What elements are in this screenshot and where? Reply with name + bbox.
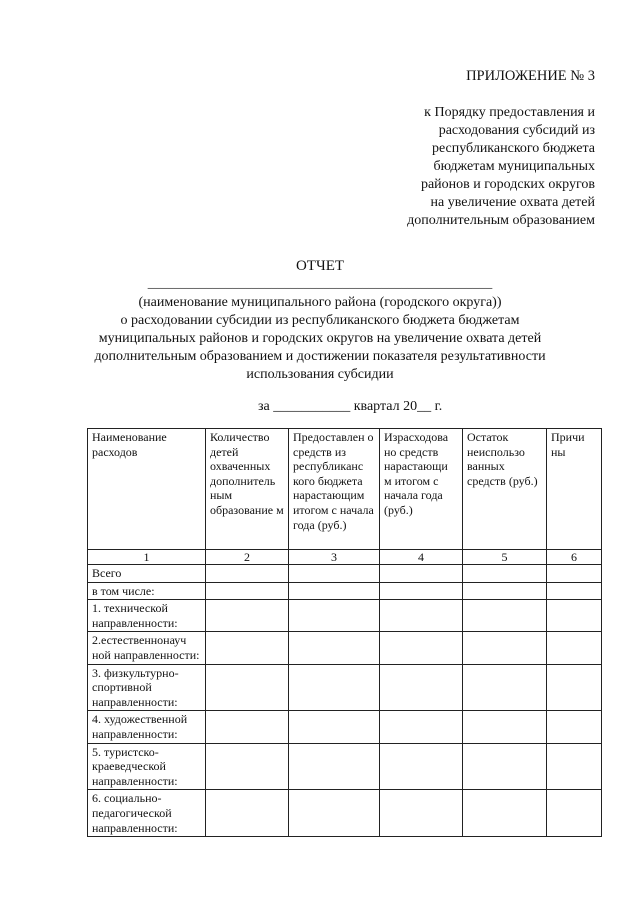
table-cell bbox=[206, 565, 289, 583]
row-label: 3. физкультурно-спортивной направленности: bbox=[88, 664, 206, 711]
table-cell bbox=[547, 790, 602, 837]
report-subtitle-line: использования субсидии bbox=[246, 367, 394, 382]
table-cell bbox=[547, 600, 602, 632]
row-label: в том числе: bbox=[88, 582, 206, 600]
table-row bbox=[88, 743, 602, 790]
column-header: Израсходова но средств нарастающи м итогом с начала года (руб.) bbox=[380, 429, 463, 550]
table-cell bbox=[463, 664, 547, 711]
table-cell bbox=[289, 664, 380, 711]
column-number: 1 bbox=[88, 550, 206, 565]
table-row bbox=[88, 632, 602, 664]
table-cell bbox=[289, 600, 380, 632]
column-header: Причи ны bbox=[547, 429, 602, 550]
table-row bbox=[88, 711, 602, 743]
table-cell bbox=[463, 600, 547, 632]
column-number: 6 bbox=[547, 550, 602, 565]
report-table bbox=[87, 428, 602, 837]
appendix-text-line: на увеличение охвата детей bbox=[430, 195, 595, 210]
table-cell bbox=[547, 743, 602, 790]
table-cell bbox=[463, 790, 547, 837]
column-header: Количество детей охваченных дополнитель ным образование м bbox=[206, 429, 289, 550]
table-row bbox=[88, 790, 602, 837]
table-row bbox=[88, 565, 602, 583]
table-cell bbox=[380, 664, 463, 711]
column-header: Остаток неиспользо ванных средств (руб.) bbox=[463, 429, 547, 550]
appendix-text-line: республиканского бюджета bbox=[431, 141, 595, 156]
appendix-number: ПРИЛОЖЕНИЕ № 3 bbox=[466, 68, 595, 84]
report-subtitle-line: о расходовании субсидии из республиканского бюджета бюджетам bbox=[120, 313, 520, 328]
table-cell bbox=[463, 565, 547, 583]
table-row bbox=[88, 664, 602, 711]
table-cell bbox=[289, 743, 380, 790]
table-row bbox=[88, 600, 602, 632]
row-label: 5. туристско-краеведческой направленности: bbox=[88, 743, 206, 790]
table-row bbox=[88, 582, 602, 600]
report-subtitle-line: (наименование муниципального района (городского округа)) bbox=[138, 295, 502, 310]
table-cell bbox=[463, 711, 547, 743]
table-cell bbox=[380, 582, 463, 600]
table-cell bbox=[380, 790, 463, 837]
column-number: 2 bbox=[206, 550, 289, 565]
table-cell bbox=[289, 711, 380, 743]
table-cell bbox=[289, 565, 380, 583]
column-number-row bbox=[88, 550, 602, 565]
table-cell bbox=[206, 582, 289, 600]
row-label: 6. социально-педагогической направленности: bbox=[88, 790, 206, 837]
table-cell bbox=[289, 582, 380, 600]
blank-name-line: _____________________________________________________ bbox=[147, 275, 493, 290]
appendix-text-line: расходования субсидий из bbox=[438, 123, 595, 138]
table-cell bbox=[380, 632, 463, 664]
table-cell bbox=[463, 582, 547, 600]
appendix-text-line: бюджетам муниципальных bbox=[433, 159, 595, 174]
table-cell bbox=[289, 632, 380, 664]
report-subtitle-line: муниципальных районов и городских округов на увеличение охвата детей bbox=[98, 331, 542, 346]
appendix-text-line: районов и городских округов bbox=[420, 177, 595, 192]
column-header: Предоставлен о средств из республиканс кого бюджета нарастающим итогом с начала года (руб.) bbox=[289, 429, 380, 550]
table-cell bbox=[206, 664, 289, 711]
table-cell bbox=[547, 632, 602, 664]
table-header-row bbox=[88, 429, 602, 550]
row-label: 4. художественной направленности: bbox=[88, 711, 206, 743]
table-cell bbox=[206, 600, 289, 632]
report-title: ОТЧЕТ bbox=[295, 258, 345, 274]
table-cell bbox=[206, 743, 289, 790]
table-cell bbox=[547, 664, 602, 711]
column-number: 3 bbox=[289, 550, 380, 565]
table-cell bbox=[289, 790, 380, 837]
row-label: 2.естественнонауч ной направленности: bbox=[88, 632, 206, 664]
table-cell bbox=[380, 565, 463, 583]
table-cell bbox=[380, 743, 463, 790]
column-header: Наименование расходов bbox=[88, 429, 206, 550]
table-cell bbox=[463, 743, 547, 790]
table-cell bbox=[547, 711, 602, 743]
report-period: за ___________ квартал 20__ г. bbox=[258, 399, 443, 414]
table-cell bbox=[547, 565, 602, 583]
report-subtitle-line: дополнительным образованием и достижении показателя результативности bbox=[94, 349, 546, 364]
table-cell bbox=[206, 790, 289, 837]
table-cell bbox=[380, 600, 463, 632]
table-cell bbox=[547, 582, 602, 600]
row-label: Всего bbox=[88, 565, 206, 583]
table-cell bbox=[206, 632, 289, 664]
appendix-text-line: к Порядку предоставления и bbox=[424, 105, 595, 120]
table-cell bbox=[380, 711, 463, 743]
column-number: 5 bbox=[463, 550, 547, 565]
appendix-text-line: дополнительным образованием bbox=[407, 213, 595, 228]
row-label: 1. технической направленности: bbox=[88, 600, 206, 632]
column-number: 4 bbox=[380, 550, 463, 565]
table-cell bbox=[206, 711, 289, 743]
table-cell bbox=[463, 632, 547, 664]
